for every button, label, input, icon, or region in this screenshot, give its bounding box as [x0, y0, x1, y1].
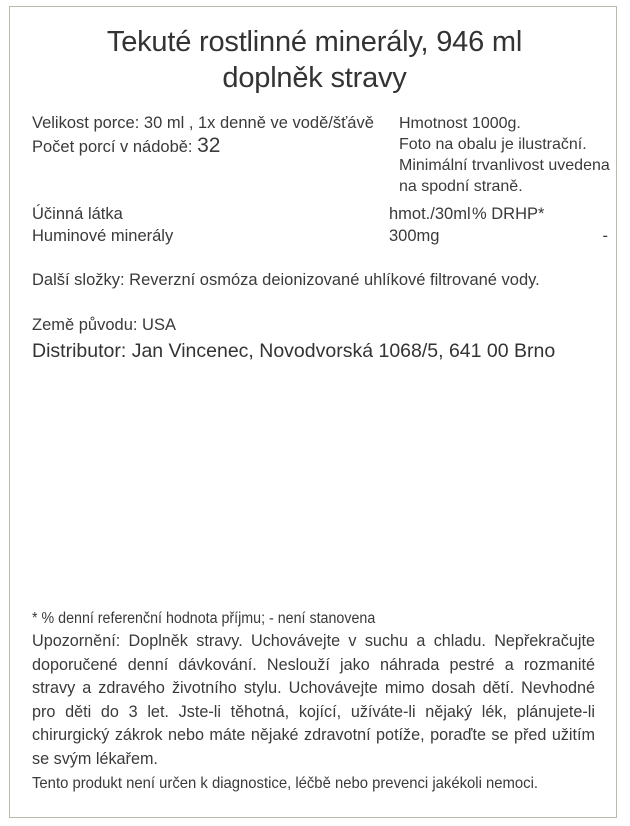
package-info-line-3: Minimální trvanlivost uvedena [399, 157, 610, 174]
servings-per-container-line [32, 135, 392, 159]
column-header-amount: hmot./30ml [389, 205, 471, 223]
disclaimer-text: Tento produkt není určen k diagnostice, léčbě nebo prevenci jakékoli nemoci. [32, 775, 539, 792]
other-ingredients-text: Další složky: Reverzní osmóza deionizované uhlíkové filtrované vody. [32, 271, 540, 289]
serving-and-package-info [23, 111, 610, 199]
distributor-text: Distributor: Jan Vincenec, Novodvorská 1068/5, 641 00 Brno [32, 340, 556, 362]
servings-per-container-label: Počet porcí v nádobě: [32, 138, 193, 156]
page-title [23, 7, 606, 96]
warning-text: Upozornění: Doplněk stravy. Uchovávejte v suchu a chladu. Nepřekračujte doporučené denní dávkování. Neslouží jako náhrada pestré a rozmanité stravy a zdravého životního stylu. Uchovávejte mimo dosah dětí. Nevhodné pro děti do 3 let. Jste-li těhotná, kojící, užíváte-li nějaký lék, plánujete-li chirurgický zákrok nebo máte nějaké zdravotní potíže, poraďte se před užitím se svým lékařem. [32, 632, 595, 768]
title-line-1: Tekuté rostlinné minerály, 946 ml [106, 26, 523, 58]
supplement-facts-label [9, 6, 617, 818]
servings-per-container-value: 32 [197, 134, 221, 157]
column-header-ingredient: Účinná látka [32, 205, 123, 223]
country-of-origin-text: Země původu: USA [32, 316, 176, 334]
table-row [32, 225, 606, 247]
label-footer [23, 608, 603, 795]
column-header-daily-value: % DRHP* [472, 205, 545, 223]
package-info-line-2: Foto na obalu je ilustrační. [399, 136, 587, 153]
ingredient-amount: 300mg [389, 227, 440, 245]
ingredient-name: Huminové minerály [32, 227, 174, 245]
other-ingredients-block [23, 269, 606, 292]
package-info-line-1: Hmotnost 1000g. [399, 115, 521, 132]
nutrition-table [23, 203, 606, 247]
daily-value-footnote: * % denní referenční hodnota příjmu; - není stanovena [32, 610, 376, 627]
ingredient-daily-value: - [602, 227, 608, 245]
serving-info [32, 111, 392, 159]
table-header-row [32, 203, 606, 225]
package-info-line-4: na spodní straně. [399, 178, 523, 195]
origin-and-distributor-block [23, 313, 606, 364]
serving-size-line: Velikost porce: 30 ml , 1x denně ve vodě/šťávě [32, 114, 374, 132]
title-line-2: doplněk stravy [222, 62, 407, 94]
package-info [399, 113, 630, 197]
